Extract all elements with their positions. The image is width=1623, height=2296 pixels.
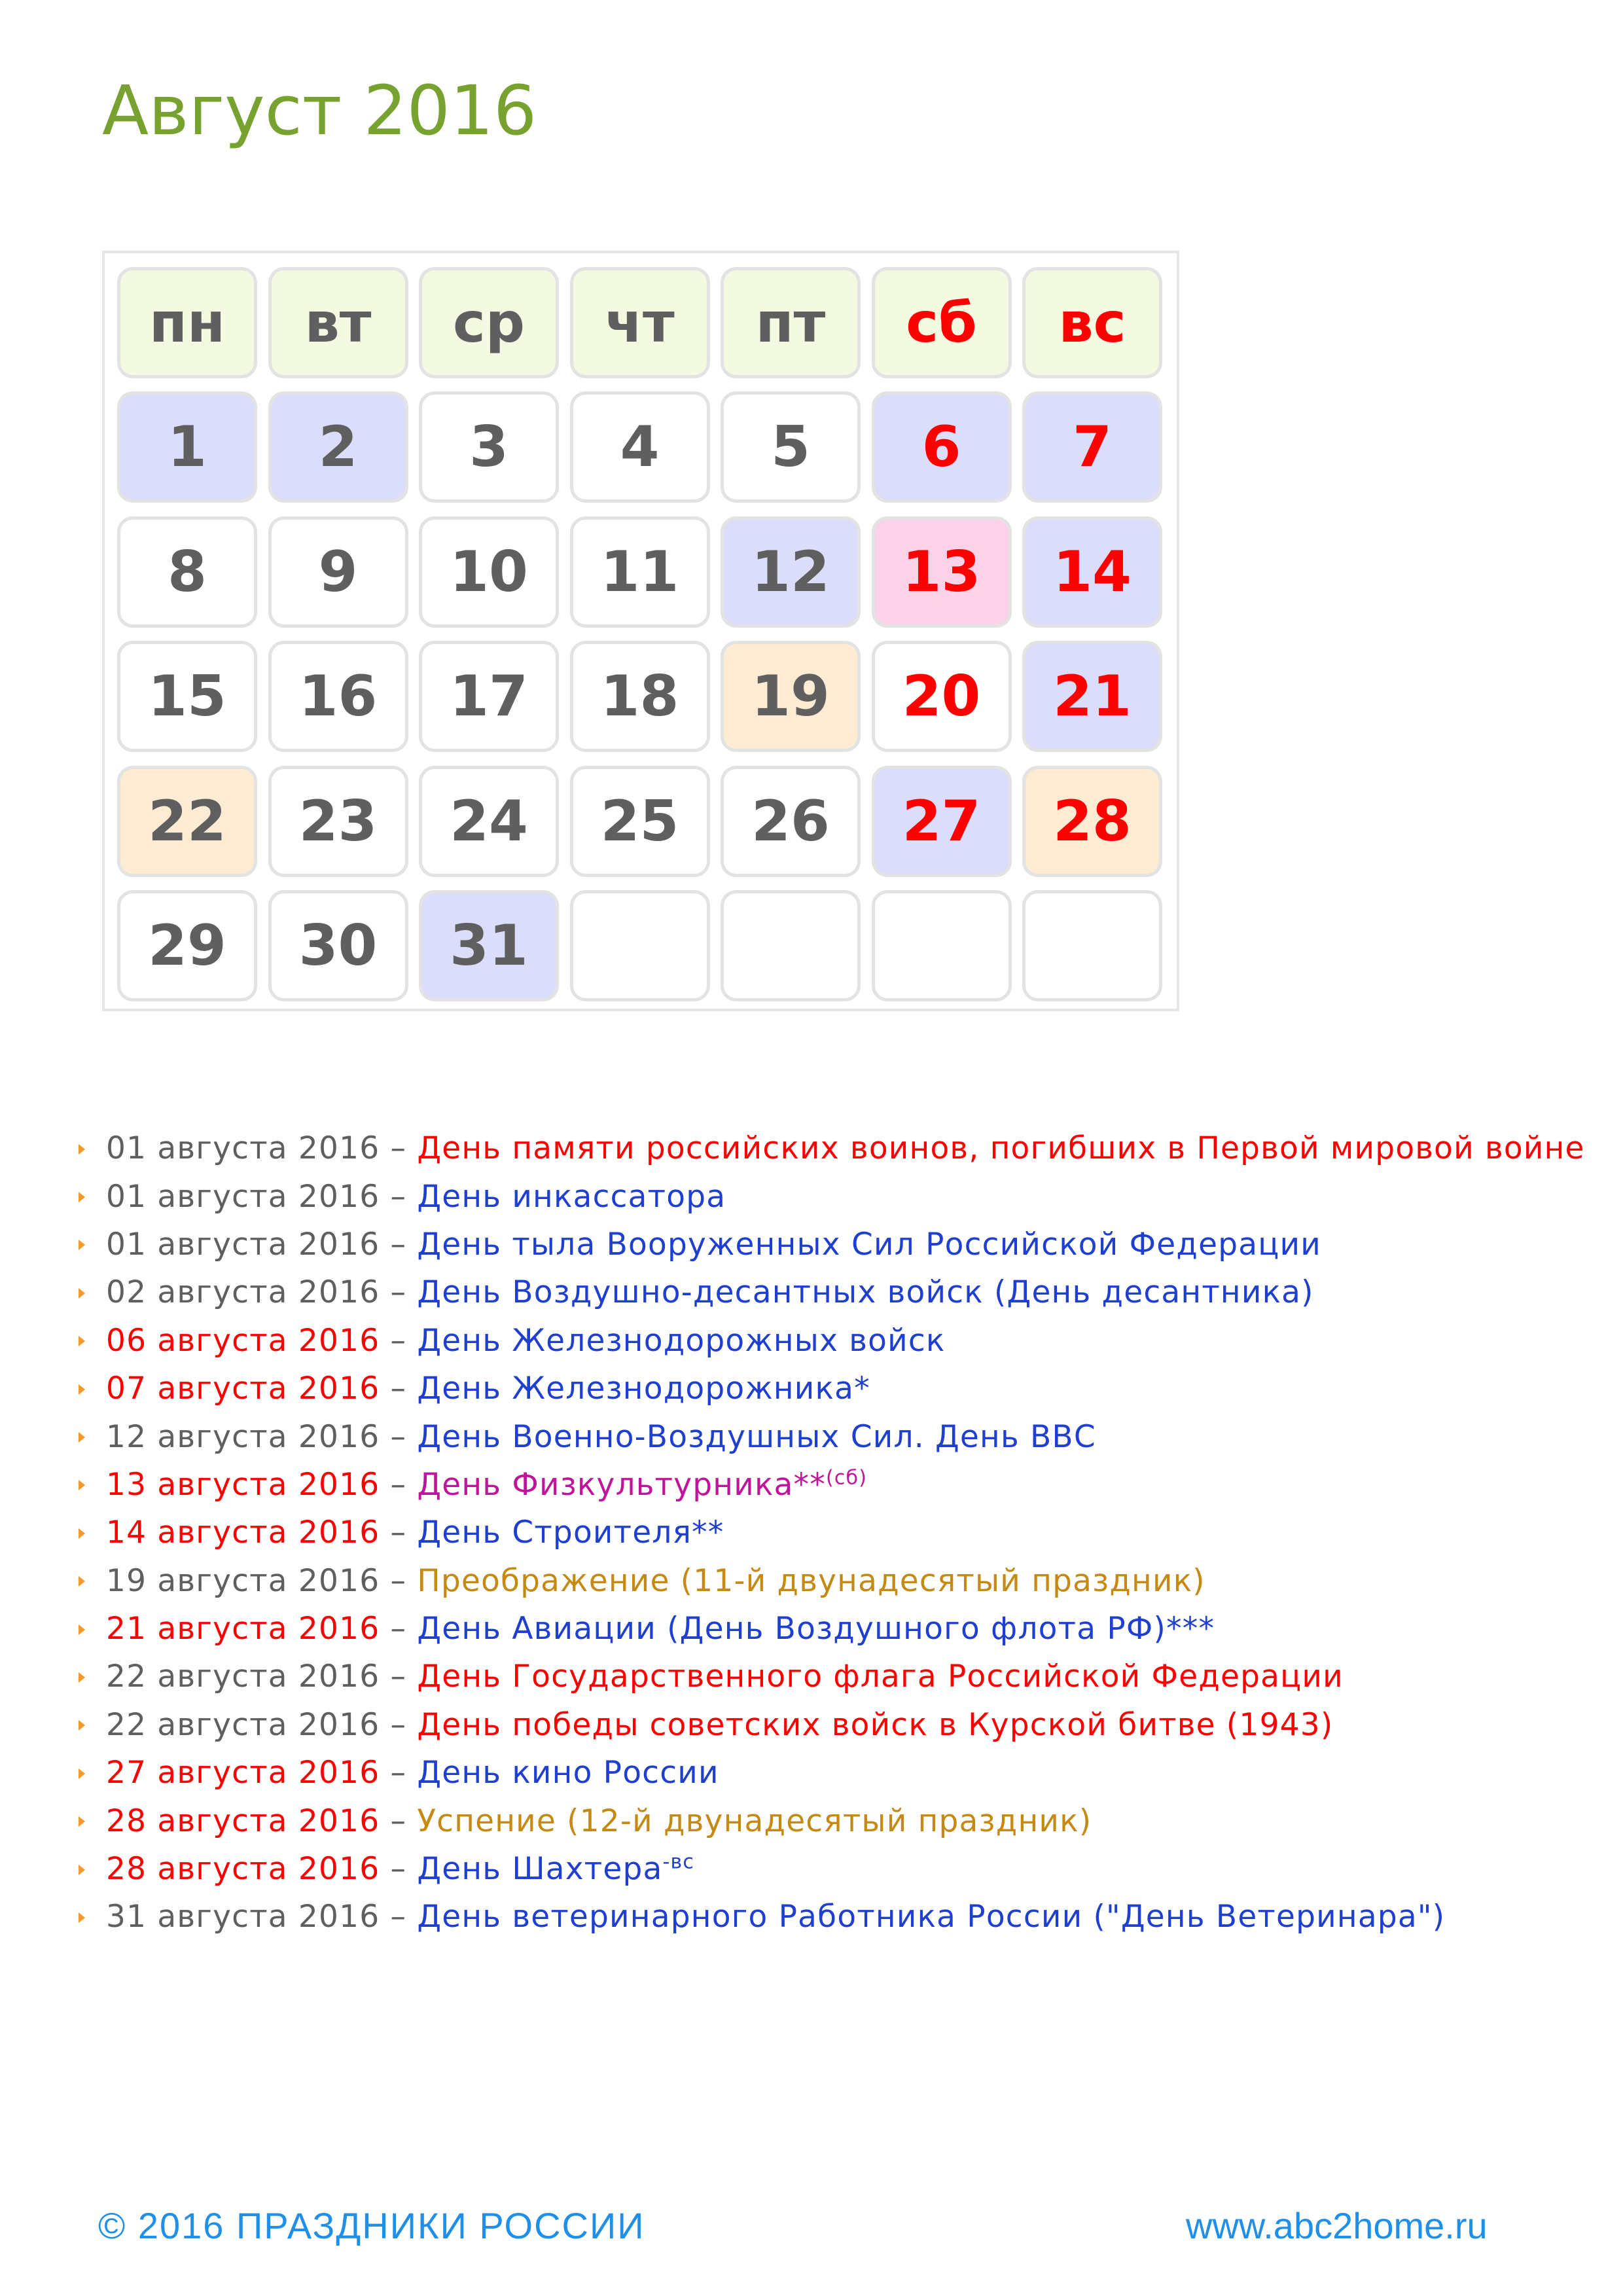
day-cell[interactable]: 12 [721,516,861,628]
day-cell[interactable]: 4 [570,391,710,503]
day-cell[interactable]: 22 [117,766,257,877]
day-cell[interactable]: 1 [117,391,257,503]
holiday-list-item [79,1653,1610,1700]
bullet-arrow-icon [79,1432,85,1443]
holiday-date: 28 августа 2016 [106,1851,380,1888]
holiday-date: 12 августа 2016 [106,1418,380,1455]
day-cell[interactable]: 11 [570,516,710,628]
separator-dash: – [390,1178,407,1215]
day-cell[interactable]: 3 [419,391,559,503]
holiday-date: 01 августа 2016 [106,1178,380,1215]
holiday-name: День инкассатора [417,1178,726,1215]
holiday-date: 22 августа 2016 [106,1659,380,1695]
holiday-name: День Воздушно-десантных войск (День десантника) [417,1274,1314,1311]
day-cell[interactable]: 29 [117,890,257,1001]
separator-dash: – [390,1130,407,1167]
holiday-name: День Железнодорожника* [417,1371,870,1407]
day-cell[interactable]: 9 [268,516,408,628]
day-cell[interactable]: 6 [872,391,1012,503]
bullet-arrow-icon [79,1576,85,1587]
holiday-list-item [79,1509,1610,1556]
day-cell[interactable]: 16 [268,641,408,752]
holiday-list-item [79,1797,1610,1844]
day-cell[interactable]: 23 [268,766,408,877]
holiday-list [79,1124,1610,1941]
bullet-arrow-icon [79,1384,85,1395]
holiday-name: День Авиации (День Воздушного флота РФ)*** [417,1611,1215,1647]
bullet-arrow-icon [79,1624,85,1635]
empty-day-cell [570,890,710,1001]
day-cell[interactable]: 24 [419,766,559,877]
day-cell[interactable]: 14 [1022,516,1162,628]
bullet-arrow-icon [79,1720,85,1731]
separator-dash: – [390,1659,407,1695]
holiday-date: 19 августа 2016 [106,1562,380,1599]
holiday-list-item [79,1701,1610,1749]
separator-dash: – [390,1899,407,1935]
holiday-name: День Шахтера [417,1851,663,1888]
day-cell[interactable]: 31 [419,890,559,1001]
holiday-name: День Строителя** [417,1515,724,1551]
weekday-header: чт [570,267,710,378]
holiday-name: День кино России [417,1755,719,1791]
holiday-name: День памяти российских воинов, погибших в Первой мировой войне [417,1130,1585,1167]
holiday-name: День Военно-Воздушных Сил. День ВВС [417,1418,1096,1455]
holiday-name: День тыла Вооруженных Сил Российской Федерации [417,1226,1321,1263]
calendar-grid [102,251,1179,1011]
separator-dash: – [390,1418,407,1455]
holiday-list-item [79,1749,1610,1797]
weekday-header: вс [1022,267,1162,378]
holiday-list-item [79,1317,1610,1365]
day-cell[interactable]: 17 [419,641,559,752]
weekday-header: вт [268,267,408,378]
page-title: Август 2016 [102,71,537,151]
holiday-name: День Железнодорожных войск [417,1322,946,1359]
day-cell[interactable]: 20 [872,641,1012,752]
day-cell[interactable]: 13 [872,516,1012,628]
holiday-date: 07 августа 2016 [106,1371,380,1407]
separator-dash: – [390,1274,407,1311]
separator-dash: – [390,1611,407,1647]
bullet-arrow-icon [79,1288,85,1299]
footer-website-link[interactable]: www.abc2home.ru [1186,2205,1488,2246]
day-cell[interactable]: 8 [117,516,257,628]
separator-dash: – [390,1755,407,1791]
holiday-name: Преображение (11-й двунадесятый праздник) [417,1562,1205,1599]
day-cell[interactable]: 2 [268,391,408,503]
holiday-date: 31 августа 2016 [106,1899,380,1935]
holiday-note-superscript: (сб) [825,1466,868,1490]
weekday-header: пт [721,267,861,378]
weekday-header: сб [872,267,1012,378]
holiday-date: 13 августа 2016 [106,1466,380,1503]
holiday-name: День победы советских войск в Курской битве (1943) [417,1706,1334,1743]
bullet-arrow-icon [79,1144,85,1155]
holiday-list-item [79,1172,1610,1220]
bullet-arrow-icon [79,1865,85,1875]
day-cell[interactable]: 15 [117,641,257,752]
day-cell[interactable]: 25 [570,766,710,877]
holiday-list-item [79,1124,1610,1172]
holiday-list-item [79,1268,1610,1316]
holiday-date: 27 августа 2016 [106,1755,380,1791]
bullet-arrow-icon [79,1912,85,1923]
holiday-list-item [79,1461,1610,1509]
holiday-date: 28 августа 2016 [106,1803,380,1839]
separator-dash: – [390,1851,407,1888]
weekday-header: ср [419,267,559,378]
day-cell[interactable]: 5 [721,391,861,503]
holiday-date: 01 августа 2016 [106,1130,380,1167]
separator-dash: – [390,1466,407,1503]
holiday-name: Успение (12-й двунадесятый праздник) [417,1803,1092,1839]
holiday-list-item [79,1893,1610,1941]
holiday-list-item [79,1412,1610,1460]
bullet-arrow-icon [79,1240,85,1250]
bullet-arrow-icon [79,1672,85,1683]
bullet-arrow-icon [79,1816,85,1827]
holiday-list-item [79,1605,1610,1653]
holiday-date: 06 августа 2016 [106,1322,380,1359]
holiday-note-superscript: -вс [662,1850,695,1874]
separator-dash: – [390,1371,407,1407]
weekday-header: пн [117,267,257,378]
holiday-date: 02 августа 2016 [106,1274,380,1311]
bullet-arrow-icon [79,1192,85,1202]
day-cell[interactable]: 21 [1022,641,1162,752]
separator-dash: – [390,1322,407,1359]
bullet-arrow-icon [79,1336,85,1346]
separator-dash: – [390,1803,407,1839]
day-cell[interactable]: 10 [419,516,559,628]
holiday-list-item [79,1221,1610,1268]
separator-dash: – [390,1226,407,1263]
empty-day-cell [721,890,861,1001]
bullet-arrow-icon [79,1480,85,1490]
holiday-list-item [79,1845,1610,1893]
day-cell[interactable]: 19 [721,641,861,752]
holiday-date: 21 августа 2016 [106,1611,380,1647]
holiday-list-item [79,1365,1610,1412]
day-cell[interactable]: 18 [570,641,710,752]
bullet-arrow-icon [79,1528,85,1539]
holiday-date: 14 августа 2016 [106,1515,380,1551]
separator-dash: – [390,1562,407,1599]
day-cell[interactable]: 30 [268,890,408,1001]
day-cell[interactable]: 28 [1022,766,1162,877]
holiday-list-item [79,1557,1610,1605]
holiday-name: День ветеринарного Работника России ("День Ветеринара") [417,1899,1446,1935]
holiday-date: 22 августа 2016 [106,1706,380,1743]
footer-copyright: © 2016 ПРАЗДНИКИ РОССИИ [98,2205,645,2246]
separator-dash: – [390,1515,407,1551]
separator-dash: – [390,1706,407,1743]
holiday-name: День Физкультурника** [417,1466,826,1503]
day-cell[interactable]: 7 [1022,391,1162,503]
empty-day-cell [872,890,1012,1001]
empty-day-cell [1022,890,1162,1001]
day-cell[interactable]: 27 [872,766,1012,877]
holiday-name: День Государственного флага Российской Федерации [417,1659,1344,1695]
holiday-date: 01 августа 2016 [106,1226,380,1263]
bullet-arrow-icon [79,1768,85,1779]
day-cell[interactable]: 26 [721,766,861,877]
